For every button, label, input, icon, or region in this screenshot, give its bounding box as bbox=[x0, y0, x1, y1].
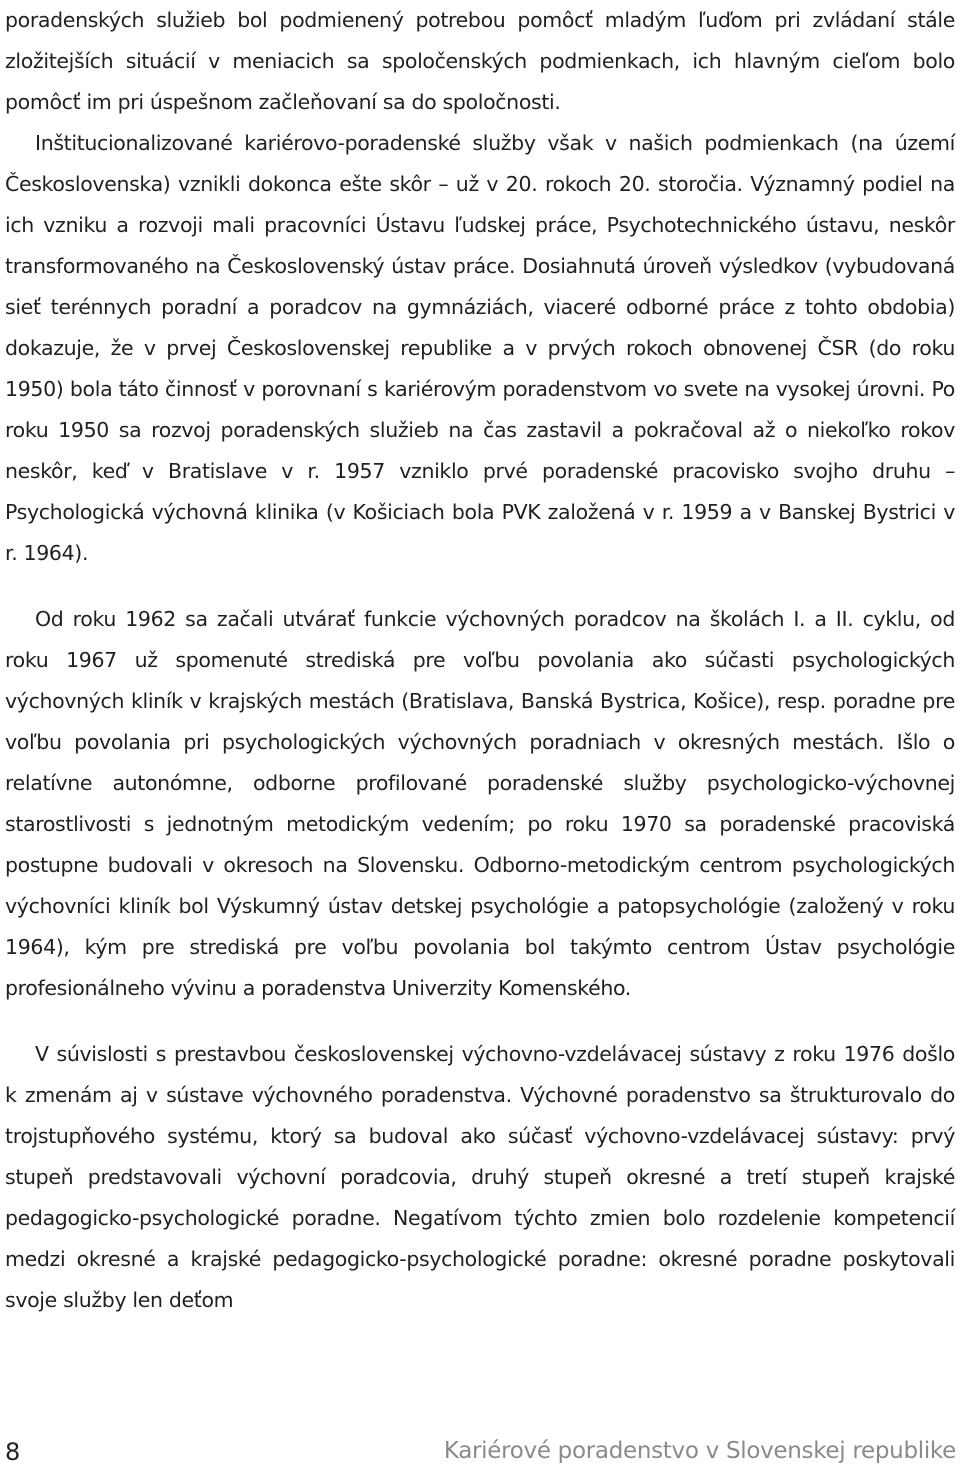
page-body bbox=[5, 0, 955, 1321]
paragraph-continued: poradenských služieb bol podmienený potrebou pomôcť mladým ľuďom pri zvládaní stále zložitejších situácií v meniacich sa spoločenských podmienkach, ich hlavným cieľom bolo pomôcť im pri úspešnom začleňovaní sa do spoločnosti. bbox=[5, 8, 955, 114]
paragraph-institutionalized-services: Inštitucionalizované kariérovo-poradenské služby však v našich podmienkach (na území Československa) vznikli dokonca ešte skôr – už v 20. rokoch 20. storočia. Významný podiel na ich vzniku a rozvoji mali pracovníci Ústavu ľudskej práce, Psychotechnického ústavu, neskôr transformovaného na Československý ústav práce. Dosiahnutá úroveň výsledkov (vybudovaná sieť terénnych poradní a poradcov na gymnáziách, viaceré odborné práce z tohto obdobia) dokazuje, že v prvej Československej republike a v prvých rokoch obnovenej ČSR (do roku 1950) bola táto činnosť v porovnaní s kariérovým poradenstvom vo svete na vysokej úrovni. Po roku 1950 sa rozvoj poradenských služieb na čas zastavil a pokračoval až o niekoľko rokov neskôr, keď v Bratislave v r. 1957 vzniklo prvé poradenské pracovisko svojho druhu – Psychologická výchovná klinika (v Košiciach bola PVK založená v r. 1959 a v Banskej Bystrici v r. 1964). bbox=[5, 131, 955, 565]
page-footer bbox=[0, 1430, 960, 1470]
publication-title: Kariérové poradenstvo v Slovenskej republike bbox=[443, 1438, 956, 1464]
paragraph-from-1962: Od roku 1962 sa začali utvárať funkcie výchovných poradcov na školách I. a II. cyklu, od roku 1967 už spomenuté strediská pre voľbu povolania ako súčasti psychologických výchovných kliník v krajských mestách (Bratislava, Banská Bystrica, Košice), resp. poradne pre voľbu povolania pri psychologických výchovných poradniach v okresných mestách. Išlo o relatívne autonómne, odborne profilované poradenské služby psychologicko-výchovnej starostlivosti s jednotným metodickým vedením; po roku 1970 sa poradenské pracoviská postupne budovali v okresoch na Slovensku. Odborno-metodickým centrom psychologických výchovníci kliník bol Výskumný ústav detskej psychológie a patopsychológie (založený v roku 1964), kým pre strediská pre voľbu povolania bol takýmto centrom Ústav psychológie profesionálneho vývinu a poradenstva Univerzity Komenského. bbox=[5, 607, 955, 1000]
page-number: 8 bbox=[5, 1438, 21, 1466]
paragraph-restructuring-1976: V súvislosti s prestavbou československej výchovno-vzdelávacej sústavy z roku 1976 došlo k zmenám aj v sústave výchovného poradenstva. Výchovné poradenstvo sa štrukturovalo do trojstupňového systému, ktorý sa budoval ako súčasť výchovno-vzdelávacej sústavy: prvý stupeň predstavovali výchovní poradcovia, druhý stupeň okresné a tretí stupeň krajské pedagogicko-psychologické poradne. Negatívom týchto zmien bolo rozdelenie kompetencií medzi okresné a krajské pedagogicko-psychologické poradne: okresné poradne poskytovali svoje služby len deťom bbox=[5, 1042, 955, 1312]
